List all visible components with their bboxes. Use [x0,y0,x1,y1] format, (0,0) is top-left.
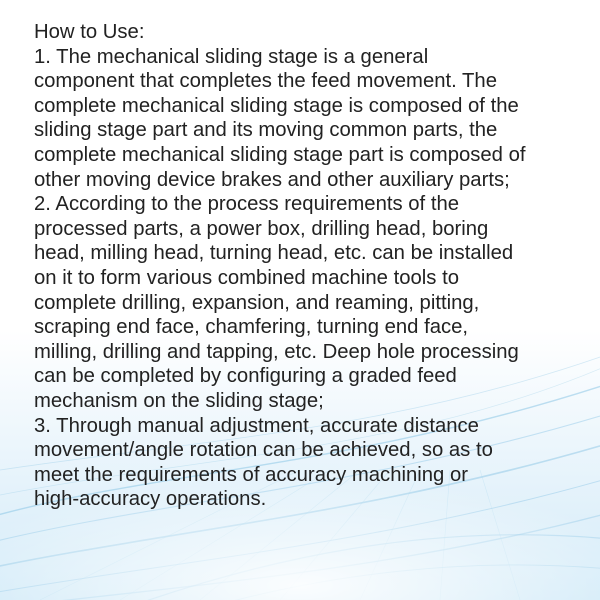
text-line: 1. The mechanical sliding stage is a general [34,45,429,68]
text-line: component that completes the feed movement. The [34,70,497,93]
text-line: processed parts, a power box, drilling head, boring [34,217,489,240]
text-line: sliding stage part and its moving common parts, the [34,119,498,142]
text-line: movement/angle rotation can be achieved, so as to [34,439,493,462]
text-line: 2. According to the process requirements of the [34,193,460,216]
text-line: head, milling head, turning head, etc. can be installed [34,242,514,265]
text-line: can be completed by configuring a graded feed [34,365,457,388]
usage-instructions [34,20,590,512]
text-line: 3. Through manual adjustment, accurate distance [34,414,479,437]
text-line: on it to form various combined machine tools to [34,266,459,289]
text-line: meet the requirements of accuracy machining or [34,463,468,486]
text-line: scraping end face, chamfering, turning end face, [34,316,469,339]
text-line: complete drilling, expansion, and reaming, pitting, [34,291,480,314]
text-line: mechanism on the sliding stage; [34,389,324,412]
text-line: complete mechanical sliding stage is composed of the [34,94,519,117]
instructions-heading: How to Use: [34,21,145,43]
text-line: other moving device brakes and other auxiliary parts; [34,168,510,191]
text-line: complete mechanical sliding stage part is composed of [34,143,526,166]
text-line: milling, drilling and tapping, etc. Deep hole processing [34,340,519,363]
text-line: high-accuracy operations. [34,488,267,511]
